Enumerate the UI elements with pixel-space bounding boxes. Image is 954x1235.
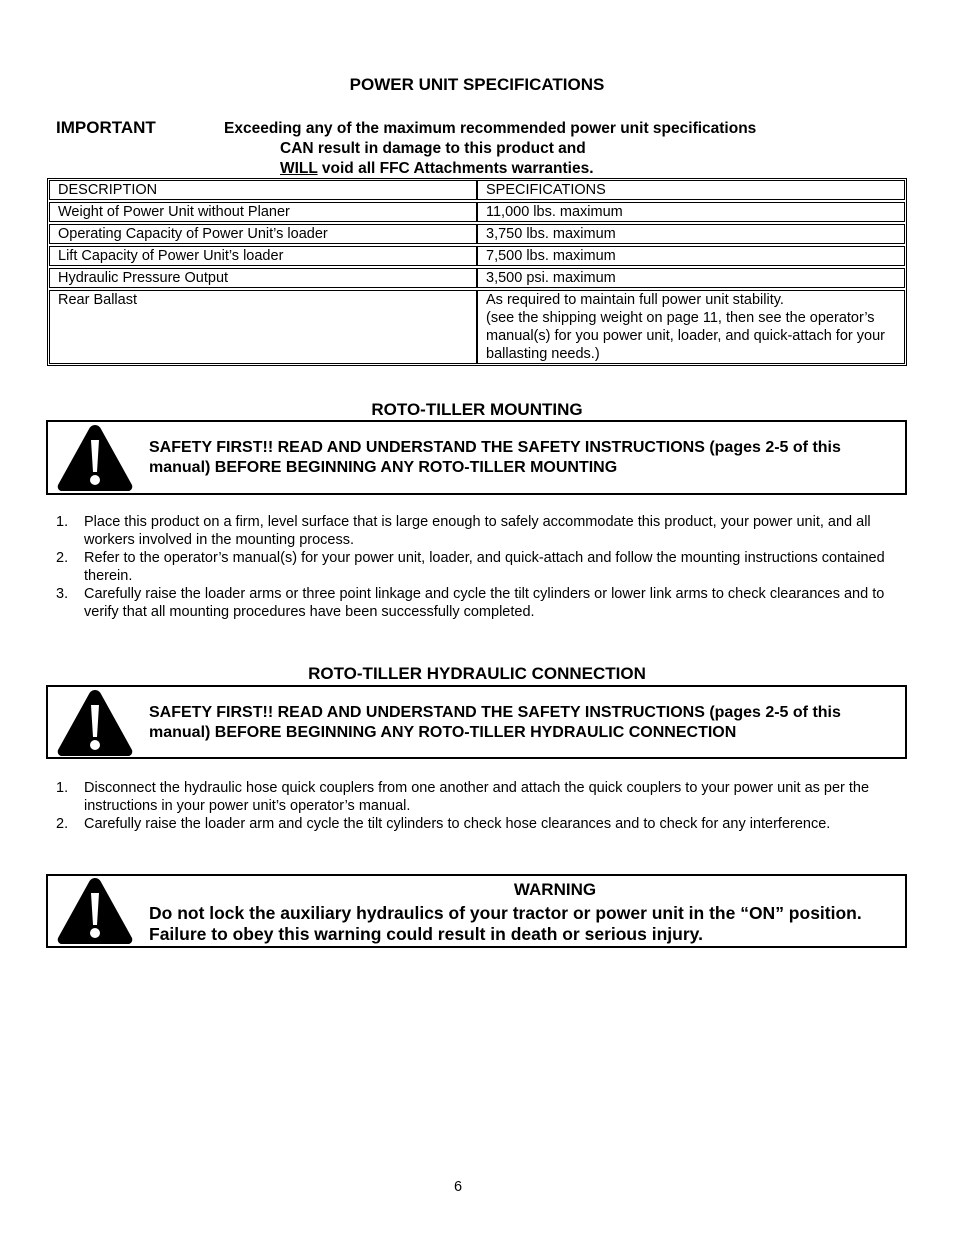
- important-line-3-rest: void all FFC Attachments warranties.: [317, 160, 594, 177]
- will-emphasis: WILL: [280, 160, 318, 177]
- table-cell-specification: As required to maintain full power unit stability. (see the shipping weight on page 11, then see the operator’s manual(s) for you power unit, loader, and quick-attach for your ballasting needs.): [477, 290, 905, 364]
- table-row: [49, 268, 905, 288]
- table-row: [49, 224, 905, 244]
- table-cell-specification: 7,500 lbs. maximum: [477, 246, 905, 266]
- list-item-text: Refer to the operator’s manual(s) for your power unit, loader, and quick-attach and follow the mounting instructions contained therein.: [84, 550, 885, 584]
- list-item: [56, 779, 906, 815]
- list-item-number: 1.: [56, 514, 69, 530]
- table-cell-specification: 3,750 lbs. maximum: [477, 224, 905, 244]
- warning-triangle-icon: [56, 423, 134, 493]
- list-item-text: Carefully raise the loader arms or three point linkage and cycle the tilt cylinders or lower link arms to check clearances and to verify that all mounting procedures have been successfully completed.: [84, 586, 885, 620]
- table-header-row: [49, 180, 905, 200]
- hydraulic-safety-text: SAFETY FIRST!! READ AND UNDERSTAND THE SAFETY INSTRUCTIONS (pages 2-5 of this manual) BEFORE BEGINNING ANY ROTO-TILLER HYDRAULIC CONNECTION: [149, 704, 841, 741]
- table-cell-specification: 3,500 psi. maximum: [477, 268, 905, 288]
- table-cell-specification: 11,000 lbs. maximum: [477, 202, 905, 222]
- mounting-steps: [56, 513, 906, 621]
- table-row: [49, 202, 905, 222]
- list-item: [56, 815, 906, 833]
- important-line-2: CAN result in damage to this product and: [280, 140, 586, 157]
- list-item: [56, 513, 906, 549]
- warning-title-text: WARNING: [513, 880, 597, 899]
- column-header-description: DESCRIPTION: [49, 180, 477, 200]
- table-cell-description: Operating Capacity of Power Unit’s loader: [49, 224, 477, 244]
- important-line-1: Exceeding any of the maximum recommended power unit specifications: [224, 120, 757, 137]
- list-item-number: 1.: [56, 780, 69, 796]
- page-title: POWER UNIT SPECIFICATIONS: [349, 75, 605, 94]
- table-cell-description: Lift Capacity of Power Unit’s loader: [49, 246, 477, 266]
- table-cell-description: Weight of Power Unit without Planer: [49, 202, 477, 222]
- hydraulic-steps: [56, 779, 906, 833]
- column-header-specifications: SPECIFICATIONS: [477, 180, 905, 200]
- spec-table: [47, 178, 907, 366]
- mounting-heading: ROTO-TILLER MOUNTING: [371, 400, 583, 419]
- hydraulic-safety-box: [46, 685, 907, 759]
- warning-text: Do not lock the auxiliary hydraulics of your tractor or power unit in the “ON” position. Failure to obey this warning could result in death or serious injury.: [149, 903, 862, 944]
- mounting-safety-text: SAFETY FIRST!! READ AND UNDERSTAND THE SAFETY INSTRUCTIONS (pages 2-5 of this manual) BEFORE BEGINNING ANY ROTO-TILLER MOUNTING: [149, 439, 841, 476]
- list-item: [56, 585, 906, 621]
- important-line-3: [280, 160, 594, 178]
- hydraulic-heading: ROTO-TILLER HYDRAULIC CONNECTION: [308, 664, 646, 683]
- table-row: [49, 246, 905, 266]
- list-item-text: Carefully raise the loader arm and cycle the tilt cylinders to check hose clearances and to check for any interference.: [84, 816, 831, 832]
- warning-box: [46, 874, 907, 948]
- list-item: [56, 549, 906, 585]
- list-item-number: 2.: [56, 816, 69, 832]
- table-row: [49, 290, 905, 364]
- list-item-text: Disconnect the hydraulic hose quick couplers from one another and attach the quick couplers to your power unit as per the instructions in your power unit’s operator’s manual.: [84, 780, 870, 814]
- mounting-safety-box: [46, 420, 907, 495]
- page-number: 6: [453, 1179, 463, 1195]
- warning-triangle-icon: [56, 688, 134, 758]
- warning-title: [48, 880, 954, 900]
- list-item-number: 2.: [56, 550, 69, 566]
- important-label: IMPORTANT: [56, 118, 156, 137]
- table-cell-description: Hydraulic Pressure Output: [49, 268, 477, 288]
- table-cell-description: Rear Ballast: [49, 290, 477, 364]
- list-item-number: 3.: [56, 586, 69, 602]
- list-item-text: Place this product on a firm, level surface that is large enough to safely accommodate this product, your power unit, and all workers involved in the mounting process.: [84, 514, 871, 548]
